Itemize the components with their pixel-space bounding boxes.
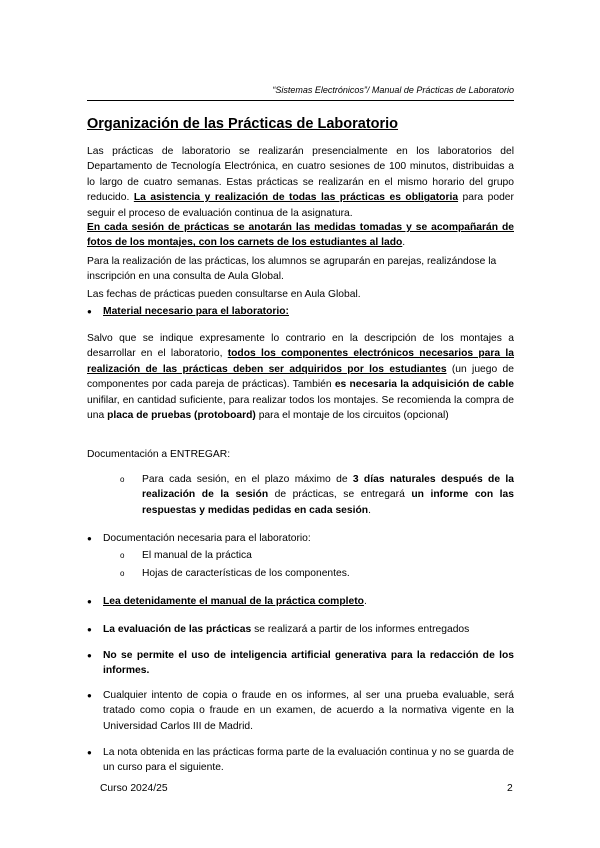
fraud-text: Cualquier intento de copia o fraude en os informes, al ser una prueba evaluable, será tratado como copia o fraude en un examen, de acuerdo a la normativa vigente en la Universidad Carlos III de Madrid. — [103, 690, 514, 732]
material-heading-row — [87, 304, 514, 319]
doc-needed-subitem — [120, 566, 350, 581]
no-ai-item — [87, 648, 514, 679]
no-ai-text: No se permite el uso de inteligencia artificial generativa para la redacción de los informes. — [103, 650, 514, 677]
components-emphasis: todos los componentes electrónicos necesarios para la realización de las prácticas deben ser adquiridos por los estudiantes — [87, 348, 514, 375]
report-emphasis: un informe con las respuestas y medidas pedidas en cada sesión — [142, 489, 514, 516]
bullet-icon: ● — [87, 625, 92, 634]
cable-emphasis: es necesaria la adquisición de cable — [334, 379, 514, 391]
material-paragraph — [87, 331, 514, 423]
doc-item-datasheets: Hojas de características de los componentes. — [142, 568, 350, 579]
material-heading: Material necesario para el laboratorio: — [103, 306, 289, 317]
evaluation-emphasis: La evaluación de las prácticas — [103, 624, 252, 635]
fraud-item — [87, 688, 514, 734]
groups-paragraph: Para la realización de las prácticas, los alumnos se agruparán en parejas, realizándose la inscripción en una consulta de Aula Global. — [87, 256, 497, 283]
bullet-icon: ● — [87, 691, 92, 700]
bullet-icon: ● — [87, 307, 92, 316]
read-manual-item — [87, 594, 514, 609]
doc-item-manual: El manual de la práctica — [142, 550, 252, 561]
entregar-label: Documentación a ENTREGAR: — [87, 449, 231, 460]
bullet-icon: ● — [87, 597, 92, 606]
read-manual-emphasis: Lea detenidamente el manual de la práctica completo — [103, 596, 364, 607]
sub-bullet-icon: o — [120, 551, 125, 560]
bullet-icon: ● — [87, 651, 92, 660]
entregar-item — [120, 472, 514, 518]
measures-paragraph — [87, 220, 514, 251]
read-manual-tail: . — [363, 596, 367, 607]
doc-needed-item — [87, 531, 514, 546]
measures-tail: . — [402, 237, 406, 249]
grade-item — [87, 745, 514, 776]
bullet-icon: ● — [87, 534, 92, 543]
protoboard-emphasis: placa de pruebas (protoboard) — [107, 410, 256, 422]
sub-bullet-icon: o — [120, 569, 125, 578]
footer-course: Curso 2024/25 — [100, 783, 168, 794]
measures-emphasis: En cada sesión de prácticas se anotarán las medidas tomadas y se acompañarán de fotos de los montajes, con los carnets de los estudiantes al lado — [87, 222, 514, 249]
attendance-emphasis: La asistencia y realización de todas las prácticas es obligatoria — [133, 192, 459, 204]
grade-text: La nota obtenida en las prácticas forma parte de la evaluación continua y no se guarda de un curso para el siguiente. — [103, 747, 515, 774]
material-text-1: Salvo que se indique expresamente lo contrario en la descripción de los montajes a desarrollar en el laboratorio, — [87, 333, 514, 360]
entregar-text-3: de prácticas, se entregará — [274, 489, 405, 501]
material-text-5: unifilar, en cantidad suficiente, para realizar todos los montajes. Se recomienda la compra de una — [87, 394, 514, 422]
entregar-tail: . — [368, 504, 371, 516]
doc-needed-subitem — [120, 548, 252, 563]
evaluation-item — [87, 622, 514, 637]
dates-paragraph: Las fechas de prácticas pueden consultarse en Aula Global. — [87, 289, 361, 300]
material-text-3: (un juego de componentes por cada pareja de prácticas). También — [87, 363, 514, 391]
bullet-icon: ● — [87, 748, 92, 757]
intro-tail: para poder seguir el proceso de evaluación continua de la asignatura. — [87, 192, 514, 219]
page-title: Organización de las Prácticas de Laboratorio — [87, 116, 399, 132]
doc-needed-label: Documentación necesaria para el laboratorio: — [103, 533, 311, 544]
page-number: 2 — [507, 783, 513, 794]
intro-paragraph — [87, 144, 514, 221]
sub-bullet-icon: o — [120, 475, 125, 484]
deadline-emphasis: 3 días naturales después de la realización de la sesión — [142, 474, 514, 501]
evaluation-text: se realizará a partir de los informes entregados — [254, 624, 470, 635]
material-text-7: para el montaje de los circuitos (opcional) — [258, 410, 449, 422]
intro-text: Las prácticas de laboratorio se realizarán presencialmente en los laboratorios del Departamento de Tecnología Electrónica, en cuatro sesiones de 100 minutos, distribuidas a lo largo de cuatro semanas. Estas prácticas se realizarán en el mismo horario del grupo reducido. — [87, 146, 514, 204]
page-header: “Sistemas Electrónicos”/ Manual de Prácticas de Laboratorio — [87, 82, 514, 101]
entregar-text-1: Para cada sesión, en el plazo máximo de — [142, 474, 348, 485]
